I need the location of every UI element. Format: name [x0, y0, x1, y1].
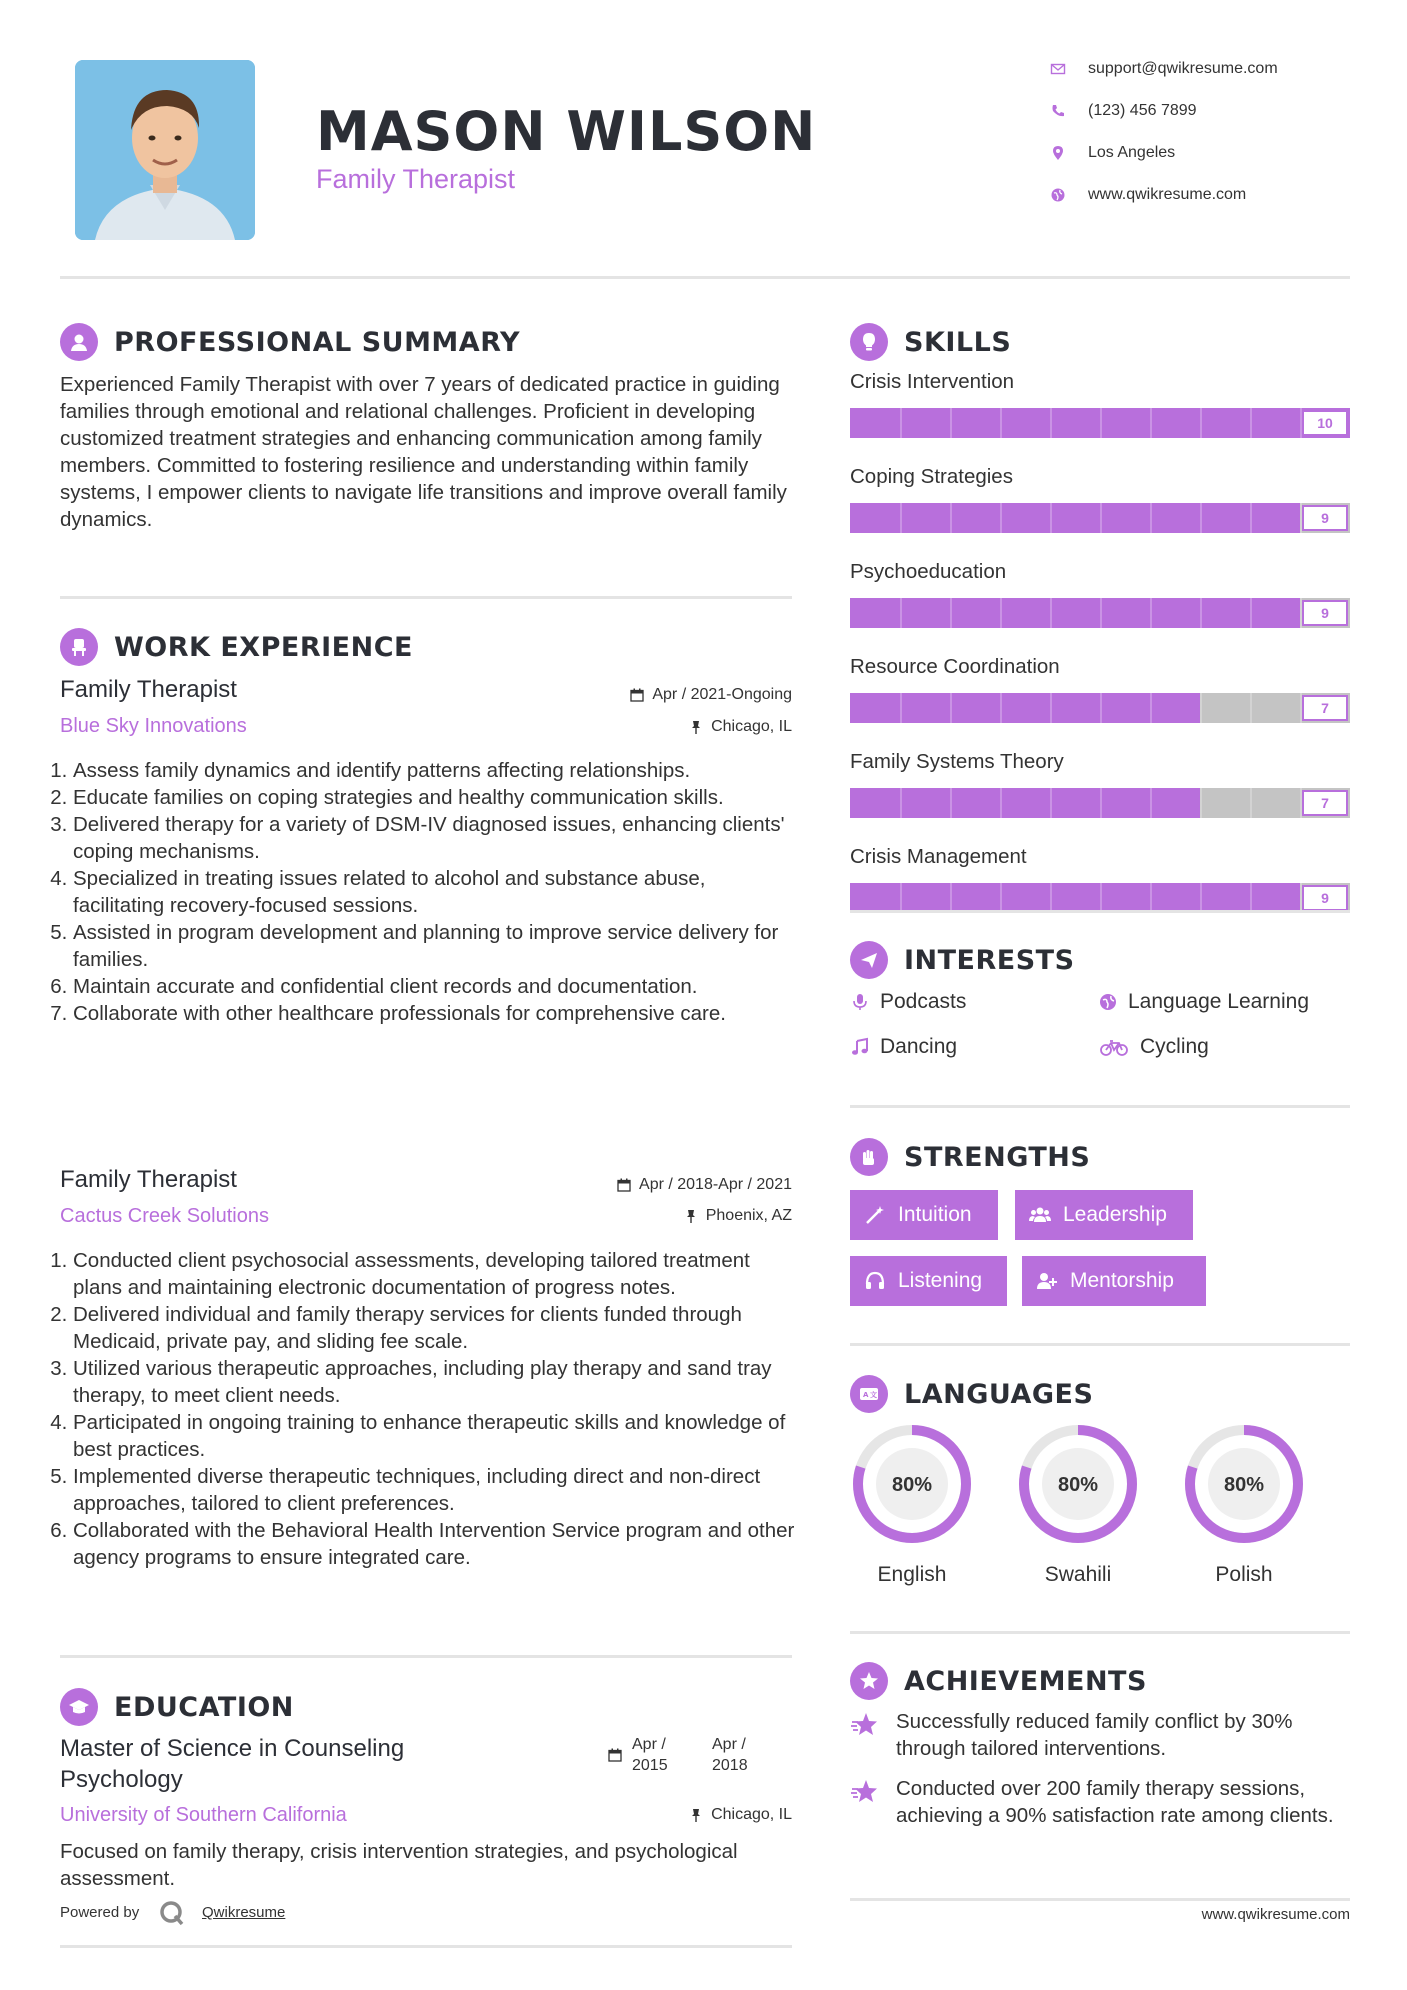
- language-ring: [1016, 1422, 1140, 1546]
- calendar-icon: [608, 1748, 622, 1762]
- summary-heading: [60, 323, 520, 361]
- skill-bar-segment: [1150, 408, 1152, 438]
- achievement-item: [850, 1775, 1350, 1829]
- paper-plane-icon: [850, 941, 888, 979]
- skill-bar-segment: [1100, 598, 1102, 628]
- skill-bar-segment: [1050, 598, 1052, 628]
- skill-value: 9: [1302, 505, 1348, 531]
- job-2-company: Cactus Creek Solutions: [60, 1205, 269, 1227]
- duty-item: 4. Specialized in treating issues related to alcohol and substance abuse, facilitating recovery-focused sessions.: [73, 865, 800, 919]
- language-name: English: [877, 1563, 947, 1586]
- microphone-icon: [850, 992, 870, 1012]
- strength-label: Listening: [898, 1269, 983, 1292]
- skill-bar-segment: [1100, 408, 1102, 438]
- language-item: [1182, 1422, 1306, 1587]
- skill-bar-segment: [950, 693, 952, 723]
- duty-item: 5. Assisted in program development and planning to improve service delivery for families.: [73, 919, 800, 973]
- strengths-heading: [850, 1138, 1090, 1176]
- magic-wand-icon: [864, 1204, 886, 1226]
- chair-icon: [60, 628, 98, 666]
- achievement-text: Conducted over 200 family therapy sessions, achieving a 90% satisfaction rate among clients.: [896, 1777, 1334, 1827]
- globe-icon: [1050, 187, 1066, 203]
- job-2-duties: [55, 1247, 800, 1571]
- contact-phone-text: (123) 456 7899: [1088, 102, 1197, 119]
- skill-bar-segment: [900, 693, 902, 723]
- skill-bar-segment: [1000, 693, 1002, 723]
- skill-bar-segment: [950, 408, 952, 438]
- experience-title: WORK EXPERIENCE: [114, 631, 413, 663]
- skill-label: Crisis Management: [850, 845, 1027, 868]
- skill-bar-segment: [1200, 883, 1202, 913]
- skill-value: 9: [1302, 885, 1348, 911]
- experience-heading: [60, 628, 413, 666]
- skill-bar: [850, 598, 1350, 628]
- edu-end-year: 2018: [712, 1757, 748, 1774]
- job-2-dates: [500, 1176, 792, 1194]
- achievements-divider: [850, 1898, 1350, 1901]
- strength-listening: [850, 1256, 1007, 1306]
- qwikresume-logo-icon: [158, 1899, 186, 1927]
- degree-line-1: Master of Science in Counseling: [60, 1735, 405, 1762]
- job-2-title: Family Therapist: [60, 1166, 237, 1193]
- skill-bar-segment: [1000, 883, 1002, 913]
- edu-start-month: Apr /: [632, 1736, 666, 1753]
- languages-divider: [850, 1631, 1350, 1634]
- skill-bar-segment: [900, 408, 902, 438]
- qwikresume-link[interactable]: Qwikresume: [202, 1904, 286, 1921]
- interest-label: Dancing: [880, 1035, 958, 1058]
- summary-text: Experienced Family Therapist with over 7 years of dedicated practice in guiding families through emotional and relational challenges. Proficient in developing customized treatment strategies and enhancing communication among family members. Committed to fostering resilience and understanding within family systems, I empower clients to navigate life transitions and improve overall family dynamics.: [60, 373, 787, 531]
- edu-end-month: Apr /: [712, 1736, 746, 1753]
- achievement-text: Successfully reduced family conflict by 30% through tailored interventions.: [896, 1710, 1293, 1760]
- interest-podcasts: [850, 990, 966, 1014]
- summary-divider: [60, 596, 792, 599]
- skills-list: [850, 370, 1350, 940]
- skill-bar-segment: [1000, 788, 1002, 818]
- duty-item: 3. Delivered therapy for a variety of DSM-IV diagnosed issues, enhancing clients' coping mechanisms.: [73, 811, 800, 865]
- skill-bar-segment: [1050, 883, 1052, 913]
- interests-heading: [850, 941, 1075, 979]
- pushpin-icon: [689, 720, 703, 734]
- graduation-cap-icon: [60, 1688, 98, 1726]
- duty-item: 2. Educate families on coping strategies and healthy communication skills.: [73, 784, 800, 811]
- skill-bar-segment: [1050, 503, 1052, 533]
- skill-bar: [850, 408, 1350, 438]
- duty-item: 2. Delivered individual and family therapy services for clients funded through Medicaid, private pay, and sliding fee scale.: [73, 1301, 800, 1355]
- skill-bar-fill: [850, 598, 1300, 628]
- headphones-icon: [864, 1270, 886, 1292]
- job-1-location-text: Chicago, IL: [711, 718, 792, 735]
- duty-item: 6. Collaborated with the Behavioral Health Intervention Service program and other agency programs to ensure integrated care.: [73, 1517, 800, 1571]
- skill-label: Crisis Intervention: [850, 370, 1015, 393]
- skill-bar-segment: [1150, 693, 1152, 723]
- envelope-icon: [1050, 61, 1066, 77]
- user-icon: [60, 323, 98, 361]
- duty-item: 1. Conducted client psychosocial assessments, developing tailored treatment plans and maintaining electronic documentation of progress notes.: [73, 1247, 800, 1301]
- skills-divider: [850, 910, 1350, 913]
- skill-bar-segment: [900, 788, 902, 818]
- skill-value: 10: [1302, 410, 1348, 436]
- skills-title: SKILLS: [904, 326, 1012, 358]
- experience-divider: [60, 1655, 792, 1658]
- skill-bar-segment: [1250, 883, 1252, 913]
- duty-item: 3. Utilized various therapeutic approaches, including play therapy and sand tray therapy, to meet client needs.: [73, 1355, 800, 1409]
- skill-bar-segment: [1200, 598, 1202, 628]
- strengths-title: STRENGTHS: [904, 1141, 1091, 1173]
- calendar-icon: [630, 688, 644, 702]
- skill-bar-segment: [1150, 883, 1152, 913]
- footer-website[interactable]: www.qwikresume.com: [1201, 1906, 1350, 1923]
- star-icon: [850, 1777, 880, 1807]
- skill-bar-segment: [1250, 598, 1252, 628]
- summary-title: PROFESSIONAL SUMMARY: [114, 326, 521, 358]
- skill-label: Family Systems Theory: [850, 750, 1064, 773]
- skill-bar-segment: [1000, 503, 1002, 533]
- skill-bar-segment: [950, 598, 952, 628]
- contact-phone[interactable]: [1050, 102, 1350, 120]
- language-name: Polish: [1215, 1563, 1273, 1586]
- degree-line-2: Psychology: [60, 1766, 183, 1793]
- users-icon: [1029, 1204, 1051, 1226]
- interests-title: INTERESTS: [904, 944, 1075, 976]
- interest-cycling: [1098, 1035, 1209, 1059]
- skill-bar-segment: [900, 598, 902, 628]
- education-description: Focused on family therapy, crisis intervention strategies, and psychological assessment.: [60, 1840, 738, 1890]
- avatar: [75, 60, 255, 240]
- star-badge-icon: [850, 1662, 888, 1700]
- user-plus-icon: [1036, 1270, 1058, 1292]
- phone-icon: [1050, 103, 1066, 119]
- contact-email[interactable]: [1050, 60, 1350, 78]
- pushpin-icon: [684, 1209, 698, 1223]
- language-percent: 80%: [1057, 1474, 1099, 1496]
- languages-list: [850, 1422, 1350, 1592]
- achievements-title: ACHIEVEMENTS: [904, 1665, 1147, 1697]
- footer-left-divider: [60, 1945, 792, 1948]
- skill-bar-segment: [1150, 788, 1152, 818]
- skill-bar-segment: [900, 883, 902, 913]
- profile-photo: [75, 60, 255, 240]
- interest-label: Podcasts: [880, 990, 967, 1013]
- skill-bar-segment: [950, 883, 952, 913]
- skill-label: Coping Strategies: [850, 465, 1013, 488]
- school-name: University of Southern California: [60, 1804, 347, 1826]
- skill-bar-segment: [1200, 693, 1202, 723]
- skill-bar-segment: [1250, 788, 1252, 818]
- duty-item: 4. Participated in ongoing training to enhance therapeutic skills and knowledge of best practices.: [73, 1409, 800, 1463]
- skills-heading: [850, 323, 1011, 361]
- strength-leadership: [1015, 1190, 1193, 1240]
- skill-bar: [850, 693, 1350, 723]
- contact-website[interactable]: [1050, 186, 1350, 204]
- lightbulb-icon: [850, 323, 888, 361]
- job-2-location: [500, 1207, 792, 1225]
- language-name: Swahili: [1044, 1563, 1112, 1586]
- skill-bar-segment: [1200, 503, 1202, 533]
- powered-by-label: Powered by: [60, 1904, 140, 1921]
- skill-bar: [850, 788, 1350, 818]
- strength-label: Leadership: [1063, 1203, 1167, 1226]
- skill-bar-fill: [850, 883, 1300, 913]
- star-icon: [850, 1710, 880, 1740]
- language-ring: [850, 1422, 974, 1546]
- strength-mentorship: [1022, 1256, 1206, 1306]
- strengths-divider: [850, 1343, 1350, 1346]
- interest-label: Language Learning: [1128, 990, 1310, 1013]
- edu-location: [500, 1806, 792, 1824]
- job-1-dates: [500, 686, 792, 704]
- skill-label: Psychoeducation: [850, 560, 1007, 583]
- duty-item: 7. Collaborate with other healthcare professionals for comprehensive care.: [73, 1000, 800, 1027]
- language-item: [1016, 1422, 1140, 1587]
- education-heading: [60, 1688, 294, 1726]
- contact-website-text: www.qwikresume.com: [1088, 186, 1247, 203]
- skill-bar-segment: [1150, 503, 1152, 533]
- calendar-icon: [617, 1178, 631, 1192]
- skill-value: 7: [1302, 790, 1348, 816]
- skill-bar-fill: [850, 788, 1200, 818]
- language-item: [850, 1422, 974, 1587]
- achievement-item: [850, 1708, 1350, 1762]
- job-title: Family Therapist: [316, 164, 516, 194]
- skill-bar-segment: [1200, 788, 1202, 818]
- skill-value: 9: [1302, 600, 1348, 626]
- languages-heading: [850, 1375, 1093, 1413]
- skill-bar-segment: [950, 503, 952, 533]
- contact-email-text: support@qwikresume.com: [1088, 60, 1278, 77]
- job-1-duties: [55, 757, 800, 1027]
- interest-language-learning: [1098, 990, 1309, 1014]
- job-2-dates-text: Apr / 2018-Apr / 2021: [639, 1176, 792, 1193]
- skill-bar-segment: [1100, 503, 1102, 533]
- contact-location-text: Los Angeles: [1088, 144, 1176, 161]
- skill-bar-segment: [950, 788, 952, 818]
- strength-intuition: [850, 1190, 998, 1240]
- candidate-name: MASON WILSON: [316, 100, 817, 163]
- skill-bar-fill: [850, 503, 1300, 533]
- skill-bar-segment: [1100, 883, 1102, 913]
- skill-bar-segment: [1250, 408, 1252, 438]
- job-1-title: Family Therapist: [60, 676, 237, 703]
- fist-icon: [850, 1138, 888, 1176]
- skill-bar-segment: [1100, 693, 1102, 723]
- skill-bar-segment: [1050, 788, 1052, 818]
- skill-label: Resource Coordination: [850, 655, 1060, 678]
- job-1-location: [500, 718, 792, 736]
- job-2-location-text: Phoenix, AZ: [705, 1207, 792, 1224]
- language-card-icon: [850, 1375, 888, 1413]
- globe-icon: [1098, 992, 1118, 1012]
- strength-label: Mentorship: [1070, 1269, 1174, 1292]
- pushpin-icon: [689, 1808, 703, 1822]
- skill-bar-segment: [1000, 408, 1002, 438]
- skill-bar: [850, 503, 1350, 533]
- duty-item: 1. Assess family dynamics and identify patterns affecting relationships.: [73, 757, 800, 784]
- duty-item: 6. Maintain accurate and confidential client records and documentation.: [73, 973, 800, 1000]
- skill-bar-segment: [1250, 693, 1252, 723]
- music-note-icon: [850, 1037, 870, 1057]
- skill-bar-segment: [1050, 693, 1052, 723]
- skill-bar-segment: [1200, 408, 1202, 438]
- language-ring: [1182, 1422, 1306, 1546]
- job-1-dates-text: Apr / 2021-Ongoing: [652, 686, 792, 703]
- skill-bar-segment: [1250, 503, 1252, 533]
- bicycle-icon: [1098, 1037, 1130, 1057]
- contact-location: [1050, 144, 1350, 162]
- svg-text:A: A: [863, 1391, 869, 1399]
- skill-value: 7: [1302, 695, 1348, 721]
- skill-bar-segment: [1150, 598, 1152, 628]
- skill-bar-segment: [1100, 788, 1102, 818]
- achievements-heading: [850, 1662, 1147, 1700]
- skill-bar-segment: [1050, 408, 1052, 438]
- skill-bar-segment: [1000, 598, 1002, 628]
- language-percent: 80%: [1223, 1474, 1265, 1496]
- skill-bar-fill: [850, 693, 1200, 723]
- map-pin-icon: [1050, 145, 1066, 161]
- interests-divider: [850, 1105, 1350, 1108]
- svg-text:文: 文: [870, 1391, 877, 1399]
- header-divider: [60, 276, 1350, 279]
- interest-dancing: [850, 1035, 957, 1059]
- job-1-company: Blue Sky Innovations: [60, 715, 247, 737]
- languages-title: LANGUAGES: [904, 1378, 1094, 1410]
- skill-bar-segment: [900, 503, 902, 533]
- skill-bar: [850, 883, 1350, 913]
- language-percent: 80%: [891, 1474, 933, 1496]
- edu-start-year: 2015: [632, 1757, 668, 1774]
- duty-item: 5. Implemented diverse therapeutic techniques, including direct and non-direct approaches, tailored to client preferences.: [73, 1463, 800, 1517]
- interest-label: Cycling: [1140, 1035, 1209, 1058]
- strength-label: Intuition: [898, 1203, 972, 1226]
- education-title: EDUCATION: [114, 1691, 294, 1723]
- edu-location-text: Chicago, IL: [711, 1806, 792, 1823]
